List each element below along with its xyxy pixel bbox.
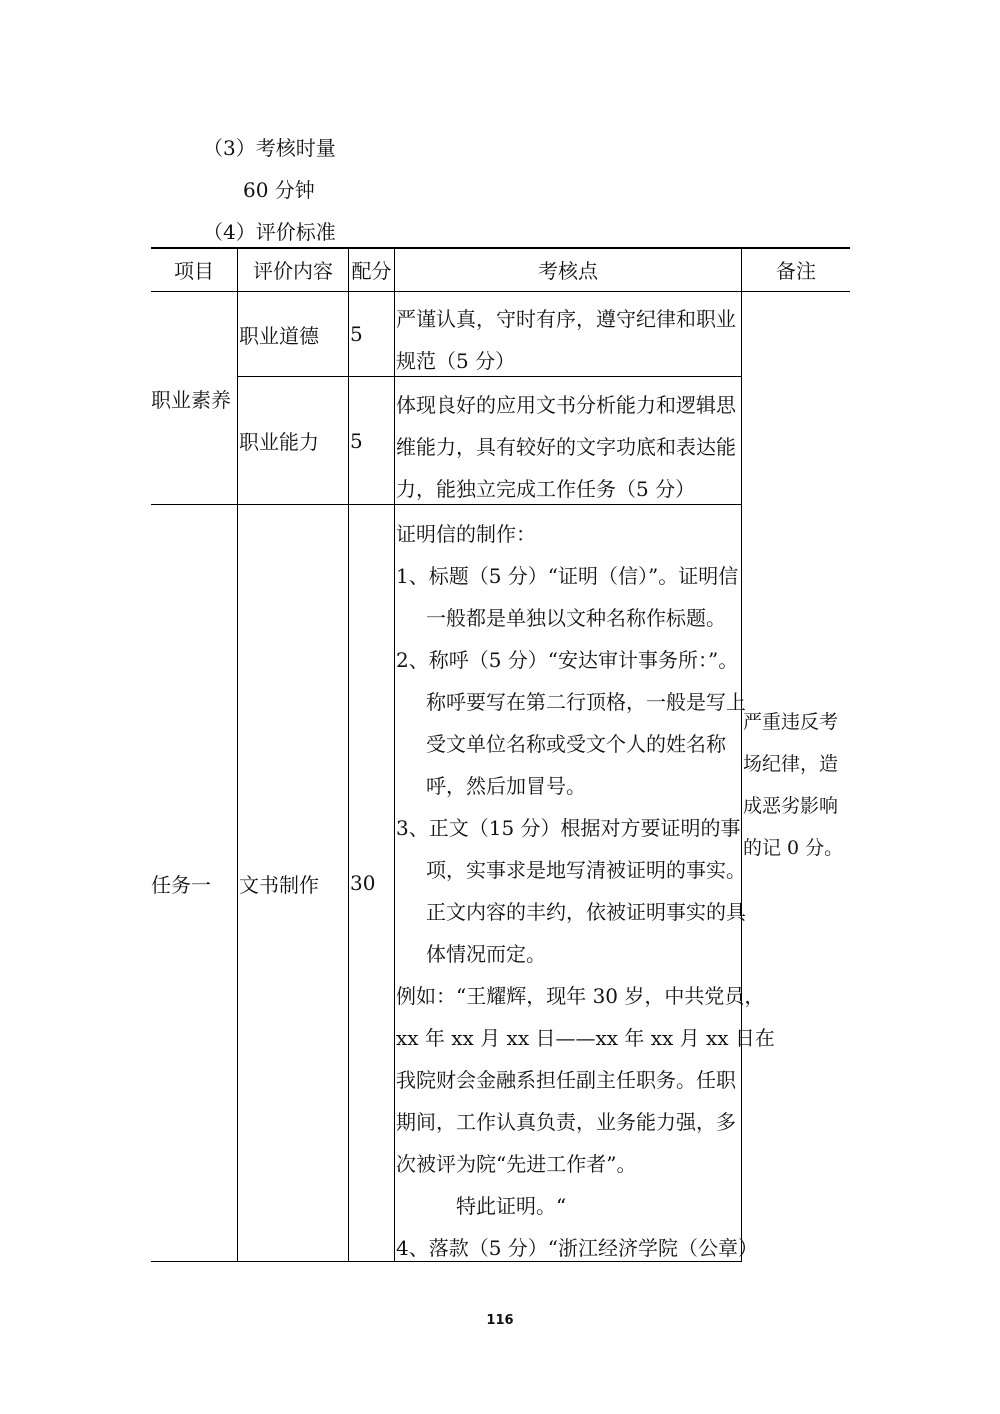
project-task-one: 任务一 xyxy=(151,872,211,897)
remark-line: 严重违反考 xyxy=(743,711,839,733)
point-line: 维能力，具有较好的文字功底和表达能 xyxy=(396,435,736,459)
point-line: 证明信的制作： xyxy=(396,522,536,546)
header-score: 配分 xyxy=(351,258,392,283)
points-professional-ability xyxy=(396,384,736,510)
point-line: 例如：“王耀辉，现年 30 岁，中共党员， xyxy=(396,984,765,1008)
header-project: 项目 xyxy=(174,258,214,283)
point-line: 一般都是单独以文种名称作标题。 xyxy=(426,606,726,630)
header-remark: 备注 xyxy=(776,258,816,283)
point-line: 正文内容的丰约，依被证明事实的具 xyxy=(426,900,746,924)
page-number: 116 xyxy=(486,1313,514,1328)
remark-cell xyxy=(743,701,843,869)
remark-line: 场纪律，造 xyxy=(743,753,839,775)
point-line: 呼，然后加冒号。 xyxy=(426,774,586,798)
point-line: 3、正文（15 分）根据对方要证明的事 xyxy=(396,816,741,840)
score-professional-ethics: 5 xyxy=(350,322,363,346)
point-line: 2、称呼（5 分）“安达审计事务所：”。 xyxy=(396,648,739,672)
point-line: 1、标题（5 分）“证明（信）”。证明信 xyxy=(396,564,739,588)
duration-text: 60 分钟 xyxy=(243,178,315,202)
evaluation-table xyxy=(151,247,850,1262)
content-professional-ability: 职业能力 xyxy=(239,430,319,454)
point-line: xx 年 xx 月 xx 日——xx 年 xx 月 xx 日在 xyxy=(396,1026,775,1050)
score-professional-ability: 5 xyxy=(350,428,363,453)
content-document-making: 文书制作 xyxy=(239,872,319,897)
points-professional-ethics xyxy=(396,298,736,382)
point-line: 力，能独立完成工作任务（5 分） xyxy=(396,477,696,501)
point-line: 期间，工作认真负责，业务能力强，多 xyxy=(396,1110,736,1134)
header-content: 评价内容 xyxy=(253,258,333,283)
points-document-making xyxy=(396,513,775,1269)
point-line: 体现良好的应用文书分析能力和逻辑思 xyxy=(396,393,736,417)
point-line: 4、落款（5 分）“浙江经济学院（公章） xyxy=(396,1236,759,1260)
point-line: 严谨认真，守时有序，遵守纪律和职业 xyxy=(396,307,736,331)
point-line: 称呼要写在第二行顶格，一般是写上 xyxy=(426,690,746,714)
point-line: 次被评为院“先进工作者”。 xyxy=(396,1152,637,1176)
point-line: 体情况而定。 xyxy=(426,942,546,966)
remark-line: 成恶劣影响 xyxy=(743,795,839,817)
project-professional-quality: 职业素养 xyxy=(151,387,231,412)
point-line: 我院财会金融系担任副主任职务。任职 xyxy=(396,1068,736,1092)
section-3-heading: （3）考核时量 xyxy=(203,136,336,160)
point-line: 受文单位名称或受文个人的姓名称 xyxy=(426,732,726,756)
point-line: 特此证明。“ xyxy=(456,1194,567,1218)
score-document-making: 30 xyxy=(350,871,376,895)
content-professional-ethics: 职业道德 xyxy=(239,323,319,348)
remark-line: 的记 0 分。 xyxy=(743,837,844,859)
section-4-heading: （4）评价标准 xyxy=(203,220,336,244)
header-points: 考核点 xyxy=(538,258,598,283)
point-line: 规范（5 分） xyxy=(396,349,516,373)
point-line: 项，实事求是地写清被证明的事实。 xyxy=(426,858,746,882)
